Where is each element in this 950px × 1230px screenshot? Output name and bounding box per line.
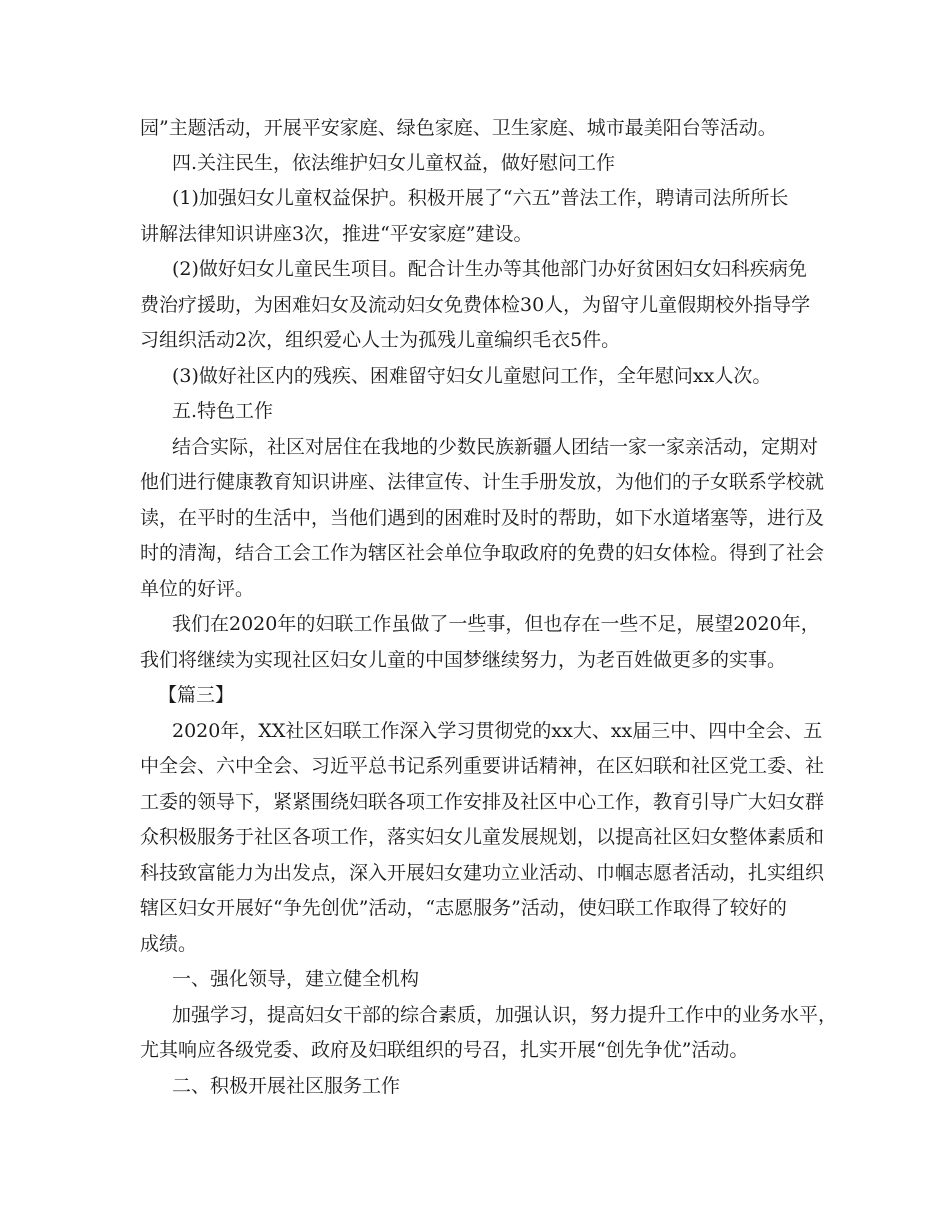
section-heading: 二、积极开展社区服务工作: [172, 1075, 401, 1097]
body-text-line: 读，在平时的生活中，当他们遇到的困难时及时的帮助，如下水道堵塞等，进行及: [140, 507, 825, 529]
body-text-line: 加强学习，提高妇女干部的综合素质，加强认识，努力提升工作中的业务水平，: [172, 1004, 838, 1026]
body-text-line: 尤其响应各级党委、政府及妇联组织的号召，扎实开展“创先争优”活动。: [140, 1039, 749, 1061]
body-text-line: (3)做好社区内的残疾、困难留守妇女儿童慰问工作，全年慰问xx人次。: [172, 365, 772, 387]
body-text-line: 时的清淘，结合工会工作为辖区社会单位争取政府的免费的妇女体检。得到了社会: [140, 542, 825, 564]
body-text-line: 单位的好评。: [140, 578, 255, 600]
body-text-line: 习组织活动2次，组织爱心人士为孤残儿童编织毛衣5件。: [140, 329, 621, 351]
body-text-line: 园”主题活动，开展平安家庭、绿色家庭、卫生家庭、城市最美阳台等活动。: [140, 117, 777, 139]
section-heading: 一、强化领导，建立健全机构: [172, 968, 420, 990]
body-text-line: 讲解法律知识讲座3次，推进“平安家庭”建设。: [140, 223, 533, 245]
body-text-line: 成绩。: [140, 933, 198, 955]
body-text-line: 我们将继续为实现社区妇女儿童的中国梦继续努力，为老百姓做更多的实事。: [140, 649, 787, 671]
body-text-line: 辖区妇女开展好“争先创优”活动，“志愿服务”活动，使妇联工作取得了较好的: [140, 897, 787, 919]
part-heading: 【篇三】: [158, 684, 235, 706]
section-heading: 四.关注民生，依法维护妇女儿童权益，做好慰问工作: [172, 152, 616, 174]
body-text-line: 众积极服务于社区各项工作，落实妇女儿童发展规划，以提高社区妇女整体素质和: [140, 826, 825, 848]
body-text-line: 结合实际，社区对居住在我地的少数民族新疆人团结一家一家亲活动，定期对: [172, 436, 819, 458]
body-text-line: 中全会、六中全会、习近平总书记系列重要讲话精神，在区妇联和社区党工委、社: [140, 755, 825, 777]
body-text-line: 工委的领导下，紧紧围绕妇联各项工作安排及社区中心工作，教育引导广大妇女群: [140, 791, 825, 813]
section-heading: 五.特色工作: [172, 400, 274, 422]
body-text-line: 2020年，XX社区妇联工作深入学习贯彻党的xx大、xx届三中、四中全会、五: [172, 720, 823, 742]
body-text-line: 他们进行健康教育知识讲座、法律宣传、计生手册发放，为他们的子女联系学校就: [140, 471, 825, 493]
body-text-line: (1)加强妇女儿童权益保护。积极开展了“六五”普法工作，聘请司法所所长: [172, 187, 789, 209]
body-text-line: 我们在2020年的妇联工作虽做了一些事，但也存在一些不足，展望2020年，: [172, 613, 820, 635]
body-text-line: (2)做好妇女儿童民生项目。配合计生办等其他部门办好贫困妇女妇科疾病免: [172, 258, 807, 280]
body-text-line: 费治疗援助，为困难妇女及流动妇女免费体检30人，为留守儿童假期校外指导学: [140, 294, 811, 316]
body-text-line: 科技致富能力为出发点，深入开展妇女建功立业活动、巾帼志愿者活动，扎实组织: [140, 862, 825, 884]
